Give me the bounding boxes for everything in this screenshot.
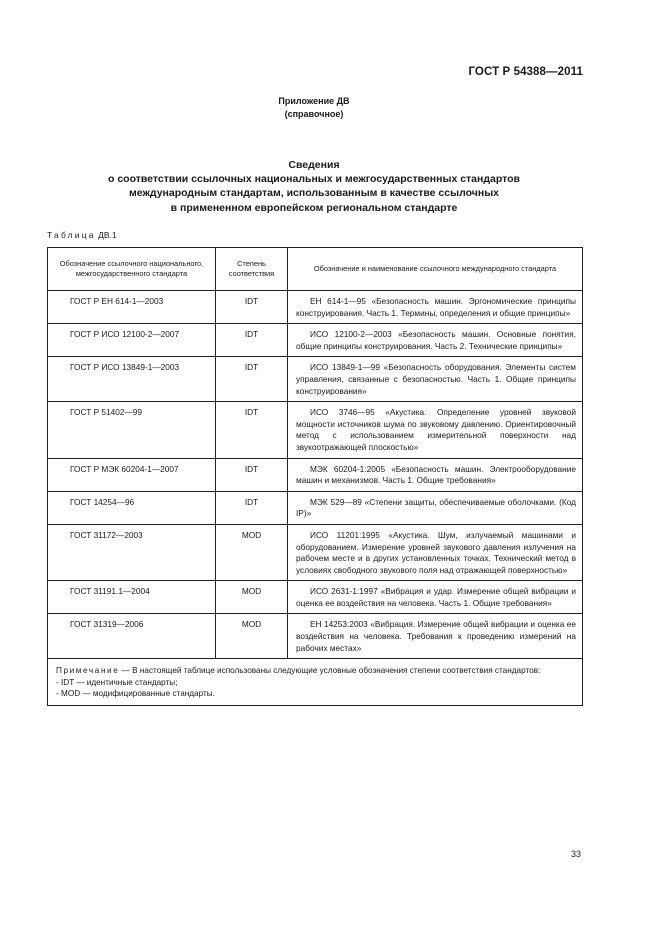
- table-row: [48, 324, 583, 357]
- title-line: Сведения: [288, 159, 340, 171]
- header-degree: Степень соответствия: [216, 248, 288, 291]
- degree: MOD: [216, 524, 288, 580]
- table-caption-label: Таблица: [47, 230, 96, 240]
- degree: IDT: [216, 402, 288, 458]
- international-standard: МЭК 60204-1:2005 «Безопасность машин. Электрооборудование машин и механизмов. Часть 1. Общие требования»: [288, 458, 583, 491]
- table-row: [48, 291, 583, 324]
- document-title: [0, 158, 628, 215]
- degree: IDT: [216, 357, 288, 402]
- degree: IDT: [216, 491, 288, 524]
- national-standard: ГОСТ 31191.1—2004: [48, 581, 216, 614]
- note-item: - MOD — модифицированные стандарты.: [56, 688, 215, 698]
- correspondence-table: [47, 247, 583, 706]
- title-line: о соответствии ссылочных национальных и межгосударственных стандартов: [107, 173, 521, 186]
- title-line: в примененном европейском региональном стандарте: [170, 201, 458, 214]
- international-standard: ИСО 12100-2—2003 «Безопасность машин. Основные понятия, общие принципы конструирования. Часть 2. Технические принципы»: [288, 324, 583, 357]
- table-row: [48, 357, 583, 402]
- table-row: [48, 458, 583, 491]
- international-standard: ЕН 614-1—95 «Безопасность машин. Эргономические принципы конструирования. Часть 1. Термины, определения и общие принципы»: [288, 291, 583, 324]
- page-number: 33: [570, 849, 581, 859]
- appendix-title: Приложение ДВ: [278, 96, 350, 106]
- table-note: [48, 659, 583, 706]
- table-row: [48, 402, 583, 458]
- table-row: [48, 581, 583, 614]
- header-national: Обозначение ссылочного национального, межгосударственного стандарта: [48, 248, 216, 291]
- international-standard: ИСО 3746—95 «Акустика. Определение уровней звуковой мощности источников шума по звуковому давлению. Ориентировочный метод с использованием измерительной поверхности над звукоотражающей плоскостью»: [288, 402, 583, 458]
- table-note-row: [48, 659, 583, 706]
- national-standard: ГОСТ Р ИСО 13849-1—2003: [48, 357, 216, 402]
- degree: IDT: [216, 458, 288, 491]
- international-standard: ИСО 2631-1:1997 «Вибрация и удар. Измерение общей вибрации и оценка ее воздействия на человека. Часть 1. Общие требования»: [288, 581, 583, 614]
- international-standard: ИСО 11201:1995 «Акустика. Шум, излучаемый машинами и оборудованием. Измерение уровней звукового давления излучения на рабочем месте и в других установленных точках. Технический метод в условиях свободного звукового поля над отражающей поверхностью»: [288, 524, 583, 580]
- national-standard: ГОСТ Р 51402—99: [48, 402, 216, 458]
- note-label: Примечание: [56, 666, 120, 676]
- table-row: [48, 491, 583, 524]
- national-standard: ГОСТ 14254—96: [48, 491, 216, 524]
- international-standard: ЕН 14253:2003 «Вибрация. Измерение общей вибрации и оценка ее воздействия на человека. Требования к проведению измерений на рабочих местах»: [288, 614, 583, 659]
- table-header-row: [48, 248, 583, 291]
- national-standard: ГОСТ Р ИСО 12100-2—2007: [48, 324, 216, 357]
- header-international: Обозначение и наименование ссылочного международного стандарта: [288, 248, 583, 291]
- note-item: - IDT — идентичные стандарты;: [56, 677, 178, 687]
- note-text: — В настоящей таблице использованы следующие условные обозначения степени соответствия стандартов:: [121, 666, 541, 676]
- degree: IDT: [216, 291, 288, 324]
- degree: MOD: [216, 581, 288, 614]
- appendix-subtitle: (справочное): [284, 109, 344, 119]
- national-standard: ГОСТ Р ЕН 614-1—2003: [48, 291, 216, 324]
- degree: MOD: [216, 614, 288, 659]
- national-standard: ГОСТ Р МЭК 60204-1—2007: [48, 458, 216, 491]
- international-standard: ИСО 13849-1—99 «Безопасность оборудования. Элементы систем управления, связанные с безопасностью. Часть 1. Общие принципы конструирования»: [288, 357, 583, 402]
- standard-code: ГОСТ Р 54388—2011: [468, 66, 583, 78]
- international-standard: МЭК 529—89 «Степени защиты, обеспечиваемые оболочками. (Код IP)»: [288, 491, 583, 524]
- table-caption-number: ДВ.1: [98, 230, 117, 240]
- note-lead: [56, 665, 574, 676]
- title-line: международным стандартам, использованным в качестве ссылочных: [128, 187, 499, 200]
- degree: IDT: [216, 324, 288, 357]
- national-standard: ГОСТ 31172—2003: [48, 524, 216, 580]
- table-caption: [47, 230, 117, 240]
- table-row: [48, 524, 583, 580]
- national-standard: ГОСТ 31319—2006: [48, 614, 216, 659]
- table-row: [48, 614, 583, 659]
